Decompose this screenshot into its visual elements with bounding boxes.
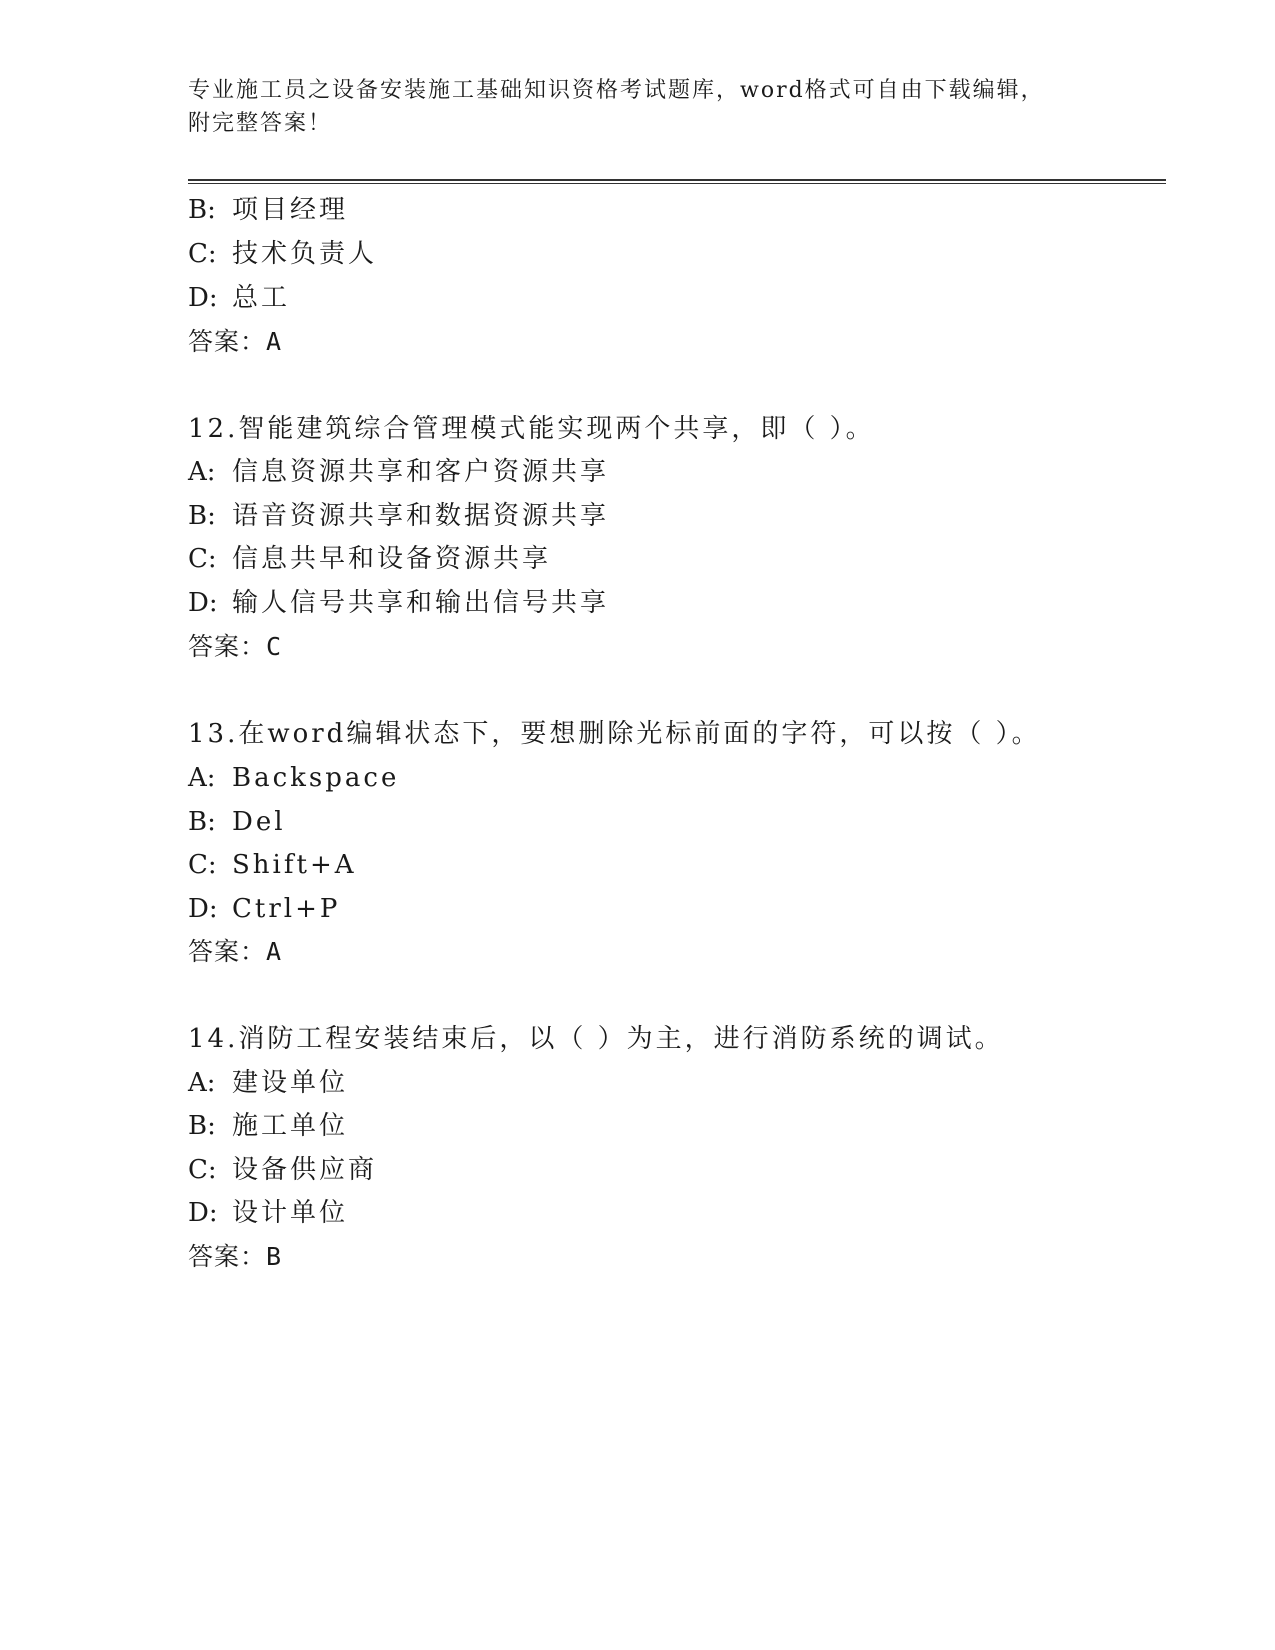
q14-stem: 14.消防工程安装结束后，以（ ）为主，进行消防系统的调试。 — [188, 1024, 1004, 1054]
option-prefix: D: — [188, 588, 218, 618]
option-prefix: A: — [188, 1068, 216, 1098]
option-prefix: D: — [188, 894, 218, 924]
header-line-1: 专业施工员之设备安装施工基础知识资格考试题库，word格式可自由下载编辑， — [188, 78, 1045, 103]
header-line-2: 附完整答案！ — [188, 111, 333, 136]
answer-label: 答案： — [188, 327, 267, 356]
option-text: 建设单位 — [232, 1068, 349, 1098]
header-divider-thick — [188, 179, 1166, 181]
answer-label: 答案： — [188, 937, 267, 966]
answer-label: 答案： — [188, 1242, 267, 1271]
option-prefix: D: — [188, 283, 218, 313]
q11-option-b — [188, 193, 348, 227]
q14-option-b — [188, 1109, 348, 1143]
option-text: 语音资源共享和数据资源共享 — [232, 501, 610, 531]
q12-option-b — [188, 499, 609, 533]
answer-value: C — [266, 632, 283, 661]
q12-option-c — [188, 542, 551, 576]
option-prefix: C: — [188, 544, 217, 574]
option-text: 施工单位 — [232, 1111, 349, 1141]
document-header — [188, 74, 1088, 140]
option-prefix: B: — [188, 807, 216, 837]
answer-value: B — [266, 1242, 283, 1271]
q12-answer — [188, 630, 282, 664]
q14-option-c — [188, 1153, 377, 1187]
q11-option-c — [188, 237, 377, 271]
option-prefix: A: — [188, 763, 216, 793]
option-text: 项目经理 — [232, 195, 349, 225]
option-prefix: A: — [188, 457, 216, 487]
answer-label: 答案： — [188, 632, 267, 661]
q11-answer — [188, 325, 282, 359]
q14-option-a — [188, 1066, 348, 1100]
option-prefix: D: — [188, 1198, 218, 1228]
q12-option-d — [188, 586, 609, 620]
option-prefix: C: — [188, 239, 217, 269]
q13-option-b — [188, 805, 286, 839]
q12-option-a — [188, 455, 609, 489]
q14-answer — [188, 1240, 282, 1274]
q13-option-d — [188, 892, 340, 926]
option-text: Del — [232, 807, 286, 837]
option-text: Shift+A — [232, 850, 357, 880]
q13-answer — [188, 935, 282, 969]
option-prefix: C: — [188, 1155, 217, 1185]
option-text: 信息共早和设备资源共享 — [232, 544, 552, 574]
q13-stem: 13.在word编辑状态下，要想删除光标前面的字符，可以按（ ）。 — [188, 719, 1041, 749]
q11-option-d — [188, 281, 290, 315]
q14-option-d — [188, 1196, 348, 1230]
header-divider-thin — [188, 183, 1166, 184]
option-text: Ctrl+P — [232, 894, 341, 924]
option-prefix: B: — [188, 1111, 216, 1141]
option-text: 设计单位 — [232, 1198, 349, 1228]
option-prefix: C: — [188, 850, 217, 880]
q13-option-c — [188, 848, 357, 882]
answer-value: A — [266, 937, 283, 966]
option-text: 设备供应商 — [232, 1155, 378, 1185]
option-text: 信息资源共享和客户资源共享 — [232, 457, 610, 487]
option-text: 技术负责人 — [232, 239, 378, 269]
answer-value: A — [266, 327, 283, 356]
option-text: Backspace — [232, 763, 400, 793]
q12-stem: 12.智能建筑综合管理模式能实现两个共享，即（ ）。 — [188, 414, 875, 444]
option-prefix: B: — [188, 195, 216, 225]
option-text: 总工 — [232, 283, 291, 313]
q13-option-a — [188, 761, 399, 795]
option-text: 输人信号共享和输出信号共享 — [232, 588, 610, 618]
option-prefix: B: — [188, 501, 216, 531]
